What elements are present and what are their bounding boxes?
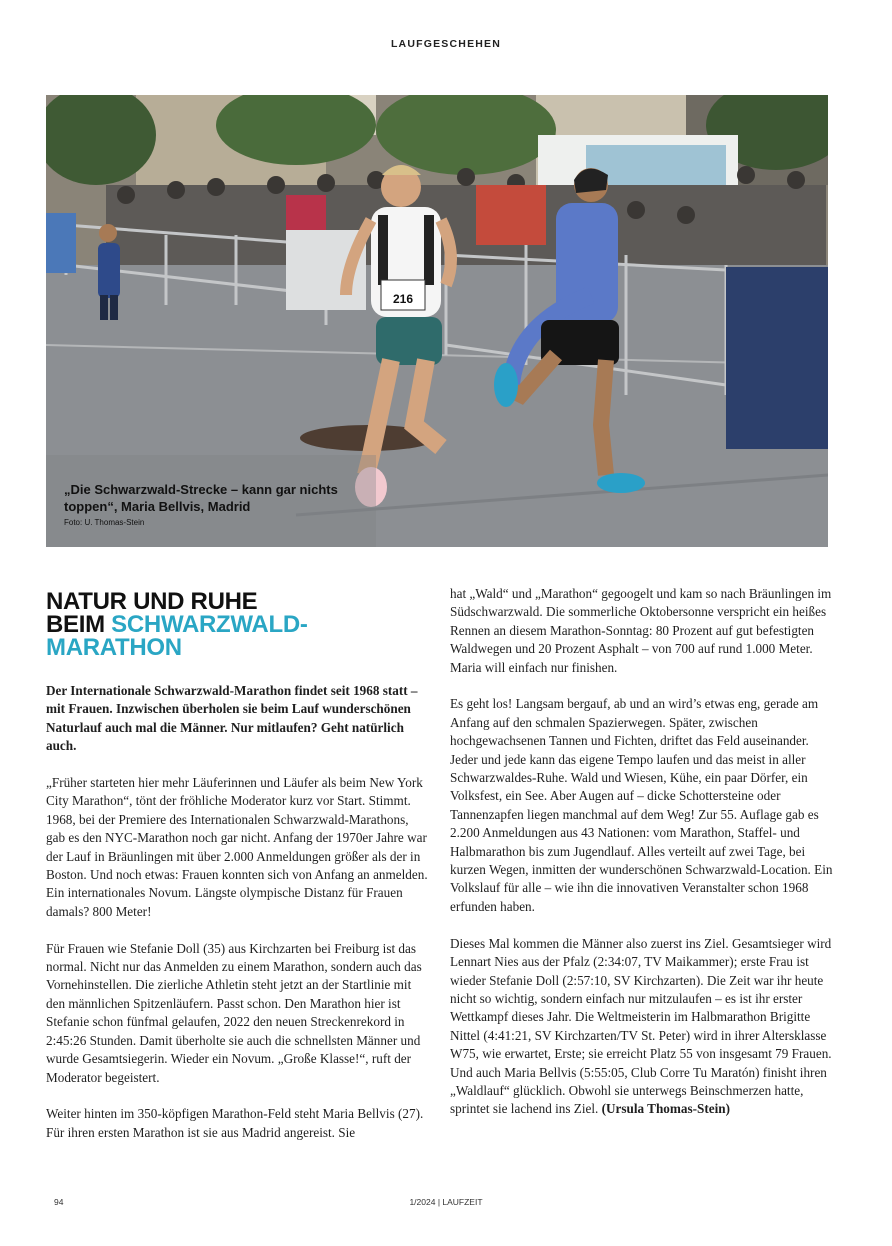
headline-line-1: NATUR UND RUHE	[46, 588, 258, 615]
body-paragraph: hat „Wald“ und „Marathon“ gegoogelt und kam so nach Bräunlingen im Südschwarzwald. Die sommerliche Oktobersonne verspricht ein heißes Rennen an diesem Marathon-Sonntag: 80 Prozent auf gut befestigten Waldwegen und 20 Prozent Asphalt – von 700 auf rund 1.000 Meter. Maria will einfach nur finishen.	[450, 586, 832, 675]
body-paragraph: Es geht los! Langsam bergauf, ab und an wird’s etwas eng, gerade am Anfang auf den schmalen Spazierwegen. Später, zwischen hochgewachsenen Tannen und Fichten, driftet das Feld auseinander. Jeder und jede kann das eigene Tempo laufen und das meist in aller Schwarzwaldes-Ruhe. Wald und Wiesen, Kühe, ein paar Dörfer, ein Volksfest, ein See. Aber Augen auf – dicke Schottersteine oder Tannenzapfen liegen manchmal auf dem Weg! Zur 55. Auflage gab es 2.200 Anmeldungen aus 43 Nationen: vom Marathon, Staffel- und Halbmarathon bis zum Jugendlauf. Alles verteilt auf zwei Tage, bei kurzen Wegen, inmitten der wunderschönen Schwarzwald-Location. Ein Volkslauf für alle – wie ihn die innovativen Veranstalter schon 1968 erfunden haben.	[450, 696, 833, 914]
body-paragraph: „Früher starteten hier mehr Läuferinnen und Läufer als beim New York City Marathon“, tönt der fröhliche Moderator kurz vor Start. Stimmt. 1968, bei der Premiere des Internationalen Schwarzwald-Marathons, gab es den NYC-Marathon noch gar nicht. Anfang der 1970er Jahre war der Lauf in Bräunlingen mit über 2.000 Anmeldungen größer als der in Boston. Und noch etwas: Frauen konnten sich von Anfang an anmelden. Ein internationales Novum. Längste olympische Distanz für Frauen damals? 800 Meter!	[46, 775, 428, 919]
bib-number: 216	[392, 292, 414, 306]
page-number: 94	[54, 1197, 64, 1207]
headline-line-2-plain: BEIM	[46, 611, 112, 638]
runners-photo-illustration	[46, 95, 828, 547]
author-credit: (Ursula Thomas-Stein)	[601, 1101, 730, 1117]
headline-line-2	[46, 613, 406, 636]
photo-credit: Foto: U. Thomas-Stein	[64, 518, 145, 527]
final-paragraph-text: Dieses Mal kommen die Männer also zuerst ins Ziel. Gesamtsieger wird Lennart Nies aus der Pfalz (2:34:07, TV Maikammer); erste Frau ist wieder Stefanie Doll (2:57:10, SV Kirchzarten). Die Zeit war ihr heute nicht so wichtig, sondern einfach nur mitzulaufen – es ist ihr erster Wettkampf dieses Jahr. Die Weltmeisterin im Halbmarathon Brigitte Nittel (4:41:21, SV Kirchzarten/TV St. Peter) wird in ihrer Altersklasse W75, wie erwartet, Erste; sie erreicht Platz 55 von insgesamt 79 Frauen. Und auch Maria Bellvis (5:55:05, Club Corre Tu Maratón) finisht ihren „Waldlauf“ glücklich. Obwohl sie unterwegs Beinschmerzen hatte, sprintet sie lachend ins Ziel.	[450, 935, 832, 1117]
body-paragraph-final	[450, 935, 834, 1119]
article-headline	[46, 590, 406, 659]
article-photo	[46, 95, 828, 547]
lead-paragraph: Der Internationale Schwarzwald-Marathon findet seit 1968 statt – mit Frauen. Inzwischen überholen sie beim Lauf wunderschönen Naturlauf auch mal die Männer. Nur mitlaufen? Geht natürlich auch.	[46, 683, 418, 754]
article-column-right	[450, 585, 834, 1137]
photo-caption: „Die Schwarzwald-Strecke – kann gar nichts toppen“, Maria Bellvis, Madrid	[64, 482, 338, 514]
headline-line-3: MARATHON	[46, 634, 182, 661]
body-paragraph: Für Frauen wie Stefanie Doll (35) aus Kirchzarten bei Freiburg ist das normal. Nicht nur das Anmelden zu einem Marathon, sondern auch das Vornehinstellen. Die zierliche Athletin steht jetzt an der Startlinie mit den männlichen Spitzenläufern. Passt schon. Den Marathon hier ist Stefanie schon fünfmal gelaufen, 2022 den neuen Streckenrekord in 2:45:26 Stunden. Damit überholte sie auch die schnellsten Männer und wurde Gesamtsiegerin. Wieder ein Novum. „Große Klasse!“, ruft der Moderator begeistert.	[46, 940, 422, 1085]
issue-label: 1/2024 | LAUFZEIT	[409, 1197, 483, 1207]
article-column-left	[46, 682, 430, 1161]
headline-line-2-accent: SCHWARZWALD-	[111, 611, 308, 638]
section-label: LAUFGESCHEHEN	[390, 38, 502, 50]
body-paragraph: Weiter hinten im 350-köpfigen Marathon-Feld steht Maria Bellvis (27). Für ihren ersten Marathon ist sie aus Madrid angereist. Sie	[46, 1106, 424, 1140]
